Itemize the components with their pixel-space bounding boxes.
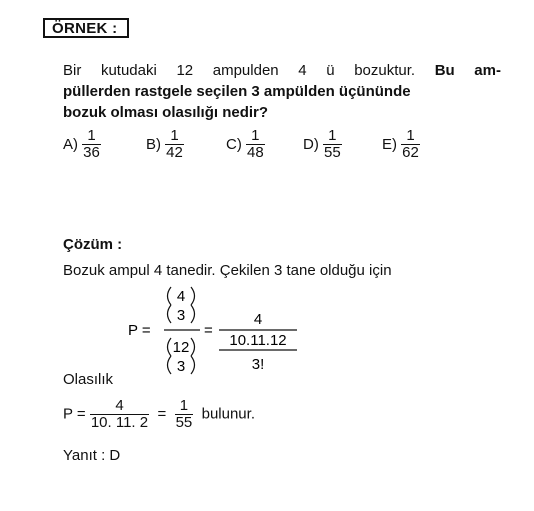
binom-top-left-paren bbox=[168, 287, 172, 305]
binom-top-left-paren-2 bbox=[168, 305, 172, 323]
question-line1-bold: Bu am- bbox=[434, 62, 501, 79]
binom-top-right-paren-2 bbox=[191, 305, 195, 323]
formula-numerator: 4 bbox=[253, 311, 263, 328]
final-fraction-2: $\frac{1}{55}$ bbox=[175, 397, 193, 431]
formula-middle: 10.11.12 bbox=[229, 332, 287, 349]
option-e-fraction: $\frac{1}{62}$ bbox=[402, 127, 419, 161]
final-equals: = bbox=[157, 405, 167, 423]
binom-top-right-paren bbox=[191, 287, 195, 305]
binom-top-n: 4 bbox=[176, 288, 186, 305]
option-c-fraction: $\frac{1}{48}$ bbox=[247, 127, 264, 161]
question-line3: bozuk olması olasılığı nedir? bbox=[63, 104, 269, 121]
option-b[interactable]: B) $\frac{1}{42}$ bbox=[146, 127, 183, 161]
option-d[interactable]: D) $\frac{1}{55}$ bbox=[303, 127, 341, 161]
final-fraction-1: $\frac{4}{10. 11. 2}$ bbox=[90, 397, 149, 431]
formula-p-label: P = bbox=[128, 322, 151, 339]
option-a[interactable]: A) $\frac{1}{36}$ bbox=[63, 127, 100, 161]
solution-title: Çözüm : bbox=[63, 236, 123, 253]
option-c[interactable]: C) $\frac{1}{48}$ bbox=[226, 127, 264, 161]
final-p-label: P = bbox=[63, 405, 86, 423]
olasilik-label: Olasılık bbox=[63, 371, 114, 388]
binom-bottom-k: 3 bbox=[176, 358, 186, 375]
binom-bottom-right-paren bbox=[191, 338, 195, 356]
answer-text: Yanıt : D bbox=[63, 447, 121, 464]
question-line2: püllerden rastgele seçilen 3 ampülden üçününde bbox=[63, 83, 411, 100]
option-a-fraction: $\frac{1}{36}$ bbox=[83, 127, 100, 161]
formula-equals: = bbox=[204, 322, 213, 339]
binom-bottom-n: 12 bbox=[172, 339, 190, 356]
binom-bottom-right-paren-2 bbox=[191, 356, 195, 374]
solution-line1: Bozuk ampul 4 tanedir. Çekilen 3 tane olduğu için bbox=[63, 262, 392, 279]
binom-top-k: 3 bbox=[176, 307, 186, 324]
option-e[interactable]: E) $\frac{1}{62}$ bbox=[382, 127, 419, 161]
final-result-line bbox=[63, 398, 255, 431]
binom-bottom-left-paren-2 bbox=[168, 356, 172, 374]
example-heading: ÖRNEK : bbox=[43, 18, 129, 38]
formula-denominator: 3! bbox=[251, 356, 265, 373]
binom-bottom-left-paren bbox=[168, 338, 172, 356]
question-line1-plain: Bir kutudaki 12 ampulden 4 ü bozuktur. bbox=[63, 62, 416, 79]
option-d-fraction: $\frac{1}{55}$ bbox=[324, 127, 341, 161]
option-b-fraction: $\frac{1}{42}$ bbox=[166, 127, 183, 161]
final-suffix: bulunur. bbox=[201, 405, 255, 423]
